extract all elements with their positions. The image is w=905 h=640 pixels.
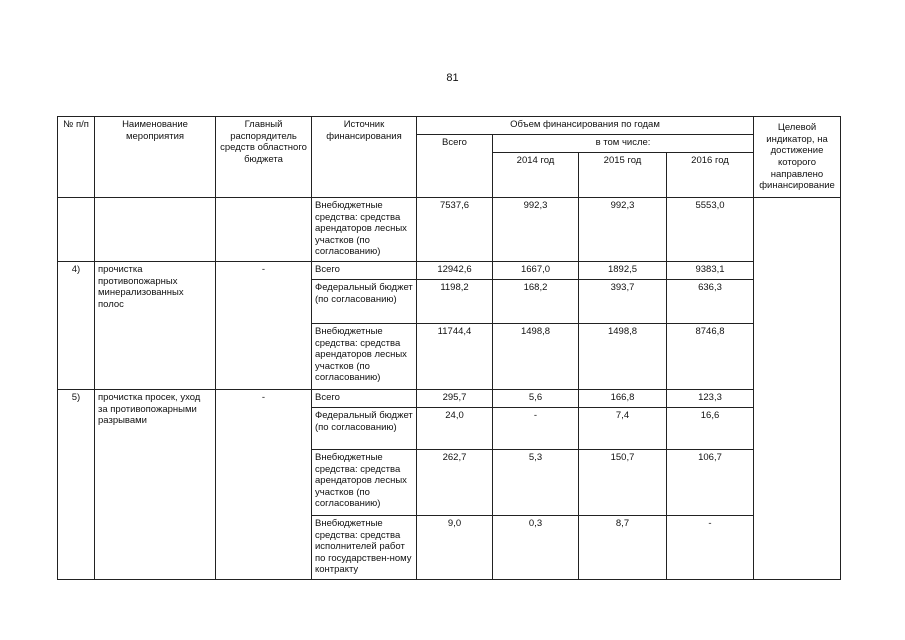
item-number: 5) xyxy=(58,390,95,580)
cell-total: 12942,6 xyxy=(417,262,493,280)
cell-source: Федеральный бюджет (по согласованию) xyxy=(312,280,417,324)
cell-2015: 992,3 xyxy=(579,198,667,262)
header-manager: Главный распорядитель средств областного бюджета xyxy=(216,117,312,198)
header-indicator: Целевой индикатор, на достижение которого направлено финансирование xyxy=(754,117,841,198)
cell-2014: 168,2 xyxy=(493,280,579,324)
page-number: 81 xyxy=(446,72,459,84)
cell-2015: 166,8 xyxy=(579,390,667,408)
cell-2014: 1667,0 xyxy=(493,262,579,280)
cell-no xyxy=(58,198,95,262)
cell-2016: 16,6 xyxy=(667,408,754,450)
cell-source: Внебюджетные средства: средства арендаторов лесных участков (по согласованию) xyxy=(312,324,417,390)
header-including: в том числе: xyxy=(493,135,754,153)
cell-total: 1198,2 xyxy=(417,280,493,324)
header-2015: 2015 год xyxy=(579,153,667,198)
cell-2015: 1892,5 xyxy=(579,262,667,280)
item-manager: - xyxy=(216,262,312,390)
cell-total: 9,0 xyxy=(417,516,493,580)
cell-2014: - xyxy=(493,408,579,450)
cell-2016: 636,3 xyxy=(667,280,754,324)
cell-2015: 393,7 xyxy=(579,280,667,324)
cell-total: 11744,4 xyxy=(417,324,493,390)
cell-2016: 5553,0 xyxy=(667,198,754,262)
item-manager: - xyxy=(216,390,312,580)
header-total: Всего xyxy=(417,135,493,198)
cell-source: Всего xyxy=(312,390,417,408)
cell-2014: 5,6 xyxy=(493,390,579,408)
cell-source: Внебюджетные средства: средства исполнителей работ по государствен-ному контракту xyxy=(312,516,417,580)
cell-2015: 7,4 xyxy=(579,408,667,450)
funding-table xyxy=(57,116,841,580)
item-name: прочистка просек, уход за противопожарными разрывами xyxy=(95,390,216,580)
cell-total: 7537,6 xyxy=(417,198,493,262)
cell-2014: 0,3 xyxy=(493,516,579,580)
table-row xyxy=(58,198,841,262)
cell-source: Внебюджетные средства: средства арендаторов лесных участков (по согласованию) xyxy=(312,450,417,516)
cell-manager xyxy=(216,198,312,262)
header-2016: 2016 год xyxy=(667,153,754,198)
cell-2016: 8746,8 xyxy=(667,324,754,390)
cell-2014: 992,3 xyxy=(493,198,579,262)
header-name: Наименование мероприятия xyxy=(95,117,216,198)
cell-2015: 150,7 xyxy=(579,450,667,516)
header-no: № п/п xyxy=(58,117,95,198)
cell-2016: 9383,1 xyxy=(667,262,754,280)
cell-source: Внебюджетные средства: средства арендаторов лесных участков (по согласованию) xyxy=(312,198,417,262)
cell-2016: 123,3 xyxy=(667,390,754,408)
cell-total: 295,7 xyxy=(417,390,493,408)
cell-total: 24,0 xyxy=(417,408,493,450)
cell-2015: 8,7 xyxy=(579,516,667,580)
cell-source: Всего xyxy=(312,262,417,280)
cell-indicator xyxy=(754,198,841,580)
cell-name xyxy=(95,198,216,262)
cell-2014: 5,3 xyxy=(493,450,579,516)
cell-2016: - xyxy=(667,516,754,580)
header-2014: 2014 год xyxy=(493,153,579,198)
cell-source: Федеральный бюджет (по согласованию) xyxy=(312,408,417,450)
item-number: 4) xyxy=(58,262,95,390)
table-row xyxy=(58,262,841,280)
cell-2015: 1498,8 xyxy=(579,324,667,390)
header-funding: Объем финансирования по годам xyxy=(417,117,754,135)
cell-total: 262,7 xyxy=(417,450,493,516)
table-row xyxy=(58,390,841,408)
item-name: прочистка противопожарных минерализованных полос xyxy=(95,262,216,390)
cell-2014: 1498,8 xyxy=(493,324,579,390)
header-source: Источник финансирования xyxy=(312,117,417,198)
cell-2016: 106,7 xyxy=(667,450,754,516)
